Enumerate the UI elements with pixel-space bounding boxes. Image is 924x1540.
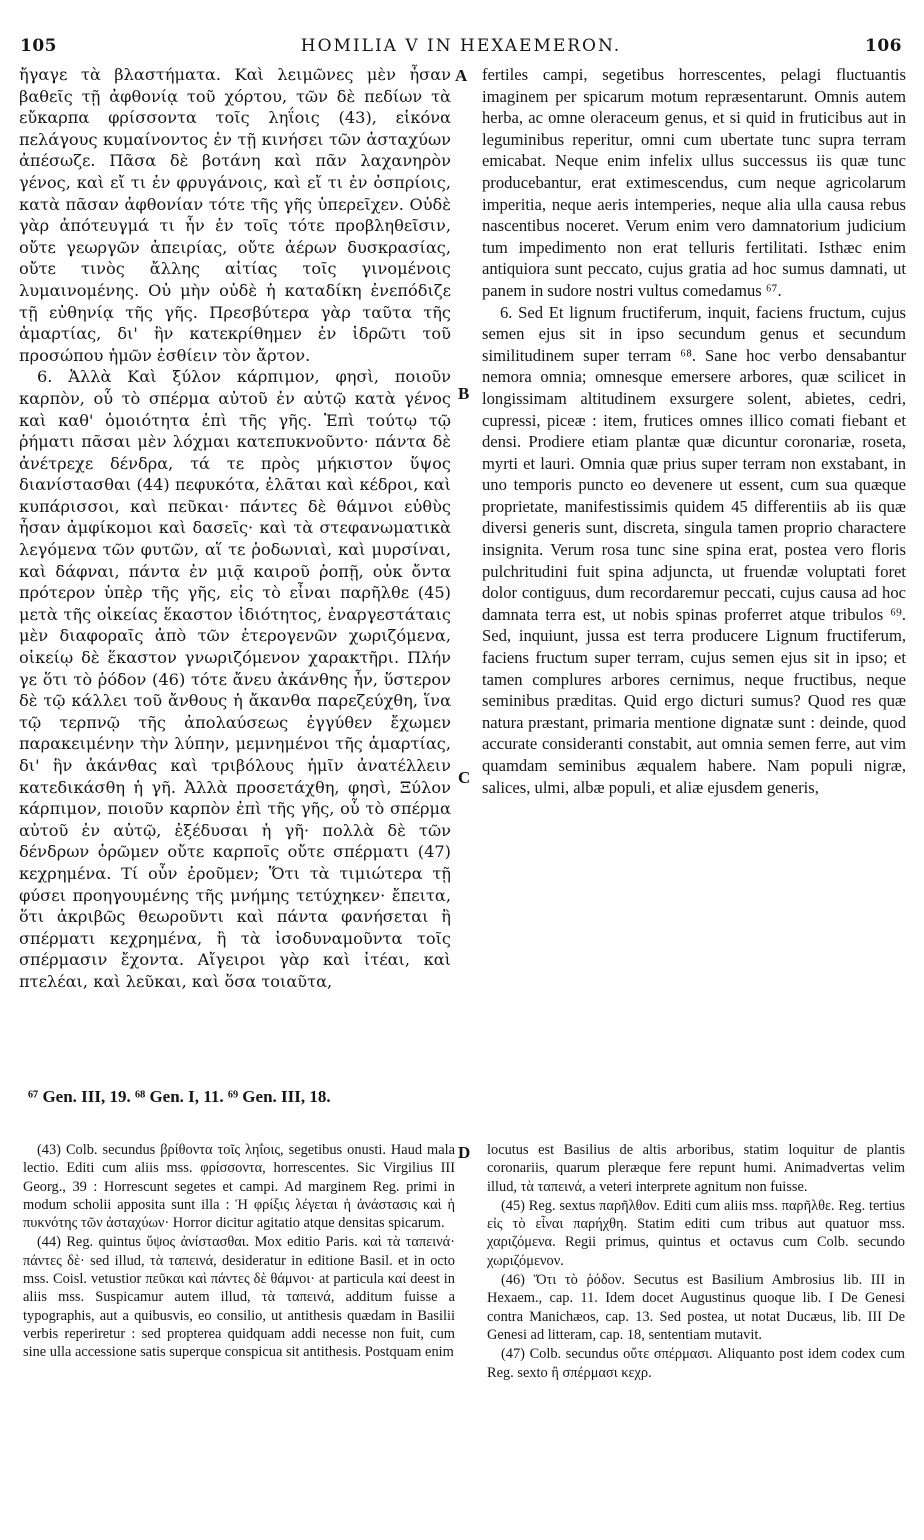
latin-column [482, 64, 906, 797]
footnote-46: (46) Ὅτι τὸ ῥόδον. Secutus est Basilium Ambrosius lib. III in Hexaem., cap. 11. Idem docet Augustinus quoque lib. I De Genesi contra Manichæos, cap. 13. Sed postea, ut notat Ducæus, lib. III De Genesi ad litteram, cap. 18, sententiam mutavit. [487, 1272, 905, 1343]
latin-paragraph-1: fertiles campi, segetibus horrescentes, pelagi fluctuantis imaginem per spicarum motum repræsentarunt. Omnis autem herba, ac omne oleraceum genus, et si quid in fruticibus aut in leguminibus reperitur, omni cum ubertate tunc supra terram emicabat. Neque enim infelix ullus successus iis quæ tunc producebantur, erat extimescendus, cum neque agricolarum imperitia, neque aeris intemperies, neque alia ulla causa rebus nascentibus noceret. Verum enim vero damnatorium judicium tum impedimento non erat telluris fertilitati. Isthæc enim antiquiora sunt peccato, cujus gratia ad hoc sumus damnati, ut panem in sudore nostri vultus comedamus ⁶⁷. [482, 65, 906, 300]
footnotes-right [487, 1141, 905, 1521]
margin-marker-b: B [458, 384, 470, 403]
greek-paragraph-2: 6. Ἀλλὰ Καὶ ξύλον κάρπιμον, φησὶ, ποιοῦν καρπὸν, οὗ τὸ σπέρμα αὐτοῦ ἐν αὐτῷ κατὰ γένος καὶ καθ' ὁμοιότητα ἐπὶ τῆς γῆς. Ἐπὶ τούτῳ τῷ ῥήματι πᾶσαι μὲν λόχμαι κατεπυκνοῦντο· πάντα δὲ ἀνέτρεχε δένδρα, τά τε πρὸς μήκιστον ὕψος διανίστασθαι (44) πεφυκότα, ἐλᾶται καὶ κέδροι, καὶ κυπάρισσοι, καὶ πεῦκαι· πάντες δὲ θάμνοι εὐθὺς ἦσαν ἀμφίκομοι καὶ δασεῖς· καὶ τὰ στεφανωματικὰ λεγόμενα τῶν φυτῶν, αἵ τε ῥοδωνιαὶ, καὶ μυρσίναι, καὶ δάφναι, πάντα ἐν μιᾷ καιροῦ ῥοπῇ, οὐκ ὄντα πρότερον ὑπὲρ τῆς γῆς, εἰς τὸ εἶναι παρῆλθε (45) μετὰ τῆς οἰκείας ἕκαστον ἰδιότητος, ἐναργεστάταις μὲν διαφοραῖς ἀπὸ τῶν ἑτερογενῶν χωριζόμενα, οἰκείῳ δὲ ἕκαστον γνωριζόμενον χαρακτῆρι. Πλήν γε ὅτι τὸ ῥόδον (46) τότε ἄνευ ἀκάνθης ἦν, ὕστερον δὲ τῷ κάλλει τοῦ ἄνθους ἡ ἄκανθα παρεζεύχθη, ἵνα τῷ τερπνῷ τῆς ἀπολαύσεως ἐγγύθεν ἔχωμεν παρακειμένην τὴν λύπην, μεμνημένοι τῆς ἁμαρτίας, δι' ἣν ἀκάνθας καὶ τριβόλους ἡμῖν ἀνατέλλειν κατεδικάσθη ἡ γῆ. Ἀλλὰ προσετάχθη, φησὶ, Ξύλον κάρπιμον, ποιοῦν καρπὸν ἐπὶ τῆς γῆς, οὗ τὸ σπέρμα αὐτοῦ ἐν αὐτῷ, ἐξέδυσαι ἡ γῆ· πολλὰ δὲ τῶν δένδρων ὁρῶμεν οὔτε καρποῖς οὔτε σπέρματι (47) κεχρημένα. Τί οὖν ἐροῦμεν; Ὅτι τὰ τιμιώτερα τῇ φύσει προηγουμένης τῆς μνήμης τετύχηκεν· ἔπειτα, ὅτι ἀκριβῶς θεωροῦντι καὶ πάντα φανήσεται ἢ σπέρματι κεχρημένα, ἢ τὰ ἰσοδυναμοῦντα τοῖς σπέρμασιν ἔχοντα. Αἴγειροι γὰρ καὶ ἰτέαι, καὶ πτελέαι, καὶ λεῦκαι, καὶ ὅσα τοιαῦτα, [19, 367, 451, 991]
page-number-right: 106 [865, 36, 902, 56]
margin-marker-d: D [458, 1143, 471, 1162]
footnote-45: (45) Reg. sextus παρῆλθον. Editi cum aliis mss. παρῆλθε. Reg. tertius εἰς τὸ εἶναι παρήχθη. Statim editi cum tribus aut quatuor mss. χαριζόμενα. Regii primus, quintus et octavus cum Colb. secundo χωριζόμενον. [487, 1197, 905, 1269]
footnote-44-continued: locutus est Basilius de altis arboribus, statim loquitur de plantis coronariis, quarum pleræque fere repunt humi. Animadvertas velim illud, τὰ ταπεινά, a veteri interprete agnitum non fuisse. [487, 1142, 905, 1195]
page-number-left: 105 [20, 36, 57, 56]
margin-marker-c: C [458, 768, 471, 787]
footnote-47: (47) Colb. secundus οὔτε σπέρμασι. Aliquanto post idem codex cum Reg. sexto ἢ σπέρμασι κεχρ. [487, 1346, 905, 1381]
footnote-43: (43) Colb. secundus βρίθοντα τοῖς ληΐοις, segetibus onusti. Haud mala lectio. Editi cum aliis mss. φρίσσοντα, horrescentes. Sic Virgilius III Georg., 39 : Horrescunt segetes et campi. Ad marginem Reg. primi in modum scholii apposita sunt illa : Ἡ φρίξις λέγεται ἡ ἀνάστασις καὶ ἡ πυκνότης τῶν ἀσταχύων· Horror dicitur agitatio atque densitas spicarum. [23, 1142, 455, 1232]
greek-paragraph-1: ἤγαγε τὰ βλαστήματα. Καὶ λειμῶνες μὲν ἦσαν βαθεῖς τῇ ἀφθονίᾳ τοῦ χόρτου, τῶν δὲ πεδίων τὰ εὔκαρπα φρίσσοντα τοῖς ληΐοις (43), εἰκόνα πελάγους κυμαίνοντος ἐν τῇ κινήσει τῶν ἀσταχύων ἀπέσωζε. Πᾶσα δὲ βοτάνη καὶ πᾶν λαχανηρὸν γένος, καὶ εἴ τι ἐν φρυγάνοις, καὶ εἴ τι ἐν ὀσπρίοις, κατὰ πᾶσαν ἀφθονίαν τότε τῆς γῆς ὑπερεῖχεν. Οὐδὲ γὰρ ἀπότευγμά τι ἦν ἐν τοῖς τότε προβληθεῖσιν, οὔτε γεωργῶν ἀπειρίας, οὔτε ἀέρων δυσκρασίας, οὔτε τινὸς ἄλλης αἰτίας τοῖς γινομένοις λυμαινομένης. Οὐ μὴν οὐδὲ ἡ καταδίκη ἐνεπόδιζε τῇ εὐθηνίᾳ τῆς γῆς. Πρεσβύτερα γὰρ ταῦτα τῆς ἁμαρτίας, δι' ἣν κατεκρίθημεν ἐν ἱδρῶτι τοῦ προσώπου ἡμῶν ἐσθίειν τὸν ἄρτον. [19, 65, 451, 365]
footnotes-left [23, 1141, 455, 1521]
running-title: HOMILIA V IN HEXAEMERON. [300, 36, 622, 56]
scripture-references: ⁶⁷ Gen. III, 19. ⁶⁸ Gen. I, 11. ⁶⁹ Gen. III, 18. [28, 1087, 331, 1106]
greek-column [19, 64, 451, 991]
footnote-44: (44) Reg. quintus ὕψος ἀνίστασθαι. Mox editio Paris. καὶ τὰ ταπεινά· πάντες δὲ· sed illud, τὰ ταπεινά, desideratur in editione Basil. et in octo mss. Coisl. vetustior πεῦκαι καὶ πάντες δὲ θάμνοι· at particula καί deest in aliis mss. Suspicamur autem illud, τὰ ταπεινά, additum fuisse a typographis, aut a quibusvis, eo consilio, ut antithesis quædam in Basilii verbis reperiretur : sed propterea quidquam addi necesse non fuit, cum sine ulla accessione satis superque conspicua sit antithesis. Postquam enim [23, 1234, 455, 1361]
page-header [20, 36, 902, 60]
latin-paragraph-2: 6. Sed Et lignum fructiferum, inquit, faciens fructum, cujus semen ejus sit in ipso secundum genus et secundum similitudinem super terram ⁶⁸. Sane hoc verbo densabantur nemora omnia; omnesque emersere arbores, quæ scilicet in longissimam altitudinem exsurgere solent, abietes, cedri, cupressi, piceæ : item, frutices omnes illico comati fiebant et densi. Prodiere etiam plantæ quæ dicuntur coronariæ, roseta, myrti et lauri. Omnia quæ prius super terram non exstabant, in uno temporis puncto eo devenere ut essent, cum sua quæque proprietate, manifestissimis quidem 45 differentiis ab iis quæ diversi generis sunt, discreta, singula tamen proprio charactere insignita. Verum rosa tunc sine spina erat, postea vero floris pulchritudini fuit spina adjuncta, ut fruendæ voluptati foret dolor contiguus, dum recordaremur peccati, cujus causa ad hoc damnata terra est, ut nobis spinas proferret atque tribulos ⁶⁹. Sed, inquiunt, jussa est terra producere Lignum fructiferum, faciens fructum super terram, cujus semen ejus sit in ipso; et tamen complures arbores cernimus, neque fructibus, neque seminibus præditas. Quid ergo dicturi sumus? Quod res quæ natura præstant, primaria mentione dignatæ sunt : deinde, quod accurate consideranti constabit, aut omnia semen ferre, aut vim quamdam seminibus æqualem habere. Nam populi nigræ, salices, ulmi, albæ populi, et aliæ ejusdem generis, [482, 302, 906, 797]
margin-marker-a: A [455, 66, 468, 85]
